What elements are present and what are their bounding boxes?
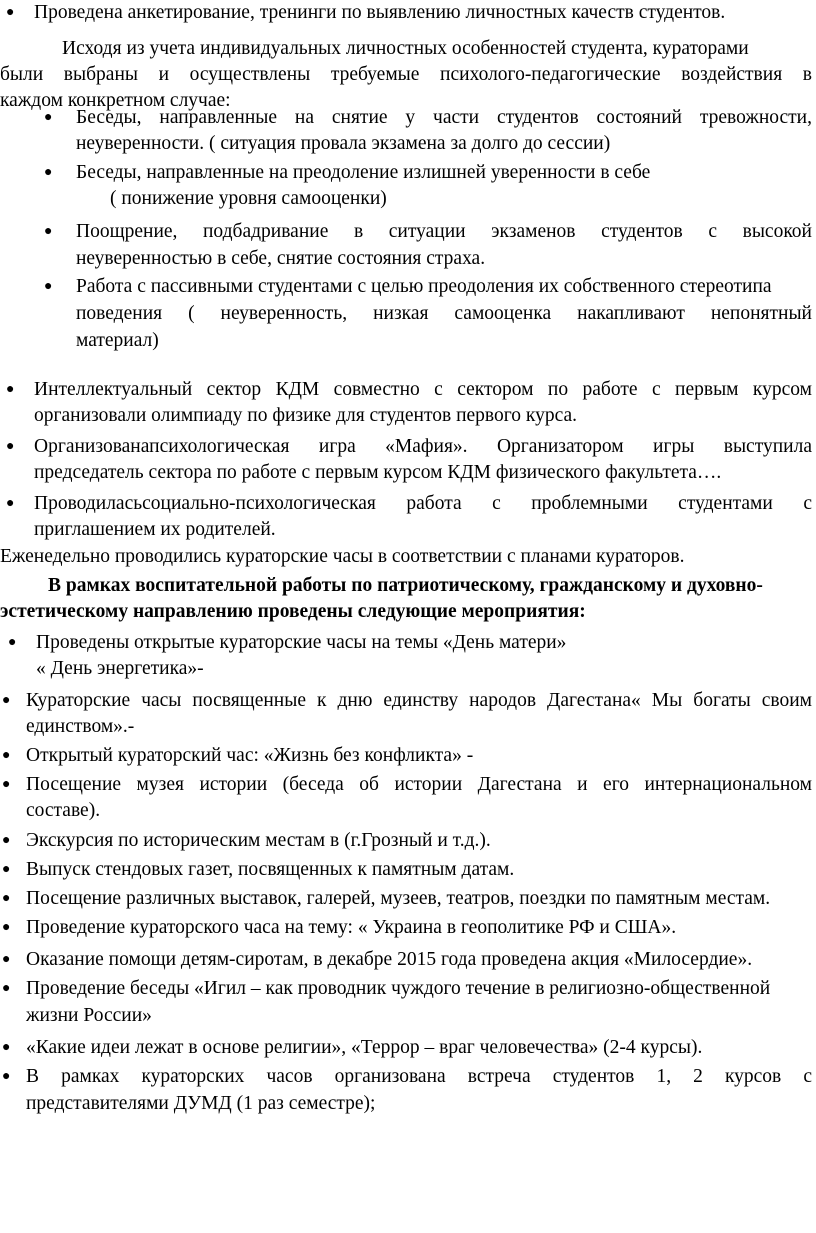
bullet-icon: ● xyxy=(44,224,53,239)
bullet-icon: ● xyxy=(2,891,11,906)
paragraph-line: были выбраны и осуществлены требуемые психолого-педагогические воздействия в xyxy=(0,64,812,85)
list-item-continuation: председатель сектора по работе с первым курсом КДМ физического факультета…. xyxy=(34,462,722,483)
paragraph-line: Исходя из учета индивидуальных личностных особенностей студента, кураторами xyxy=(62,38,749,59)
list-item-continuation: ( понижение уровня самооценки) xyxy=(110,188,387,209)
bullet-icon: ● xyxy=(2,1040,11,1055)
list-item: Проведены открытые кураторские часы на темы «День матери» xyxy=(36,632,567,653)
list-item-continuation: приглашением их родителей. xyxy=(34,519,276,540)
bullet-icon: ● xyxy=(2,981,11,996)
list-item: Беседы, направленные на преодоление излишней уверенности в себе xyxy=(76,162,651,183)
list-item-continuation: жизни России» xyxy=(26,1005,152,1026)
list-item: «Какие идеи лежат в основе религии», «Террор – враг человечества» (2-4 курсы). xyxy=(26,1037,703,1058)
paragraph-line: каждом конкретном случае: xyxy=(0,90,231,111)
list-item: Интеллектуальный сектор КДМ совместно с сектором по работе с первым курсом xyxy=(34,379,812,400)
list-item: Выпуск стендовых газет, посвященных к памятным датам. xyxy=(26,859,515,880)
bullet-icon: ● xyxy=(2,952,11,967)
bullet-icon: ● xyxy=(44,165,53,180)
list-item: Проведение кураторского часа на тему: « Украина в геополитике РФ и США». xyxy=(26,917,677,938)
bullet-survey: Проведена анкетирование, тренинги по выявлению личностных качеств студентов. xyxy=(34,2,726,23)
list-item: Кураторские часы посвященные к дню единству народов Дагестана« Мы богаты своим xyxy=(26,690,812,711)
bullet-icon: ● xyxy=(6,439,15,454)
list-item: Поощрение, подбадривание в ситуации экзаменов студентов с высокой xyxy=(76,221,812,242)
section-heading: эстетическому направлению проведены следующие мероприятия: xyxy=(0,601,586,622)
list-item: Проведение беседы «Игил – как проводник чуждого течение в религиозно-общественной xyxy=(26,978,771,999)
list-item-continuation: организовали олимпиаду по физике для студентов первого курса. xyxy=(34,405,578,426)
bullet-icon: ● xyxy=(44,279,53,294)
list-item-continuation: поведения ( неуверенность, низкая самооценка накапливают непонятный xyxy=(76,303,812,324)
list-item: Оказание помощи детям-сиротам, в декабре 2015 года проведена акция «Милосердие». xyxy=(26,949,753,970)
list-item-continuation: представителями ДУМД (1 раз семестре); xyxy=(26,1093,376,1114)
bullet-icon: ● xyxy=(2,748,11,763)
bullet-icon: ● xyxy=(44,110,53,125)
list-item: Посещение музея истории (беседа об истории Дагестана и его интернациональном xyxy=(26,774,812,795)
section-heading: В рамках воспитательной работы по патриотическому, гражданскому и духовно- xyxy=(48,575,763,596)
list-item-continuation: неуверенностью в себе, снятие состояния страха. xyxy=(76,248,486,269)
paragraph-line: Еженедельно проводились кураторские часы в соответствии с планами кураторов. xyxy=(0,546,685,567)
bullet-icon: ● xyxy=(2,920,11,935)
list-item-continuation: « День энергетика»- xyxy=(36,658,204,679)
list-item: Работа с пассивными студентами с целью преодоления их собственного стереотипа xyxy=(76,276,772,297)
bullet-icon: ● xyxy=(2,833,11,848)
list-item: Организованапсихологическая игра «Мафия». Организатором игры выступила xyxy=(34,436,812,457)
list-item: Проводиласьсоциально-психологическая работа с проблемными студентами с xyxy=(34,493,812,514)
bullet-icon: ● xyxy=(2,693,11,708)
list-item: Открытый кураторский час: «Жизнь без конфликта» - xyxy=(26,745,474,766)
list-item: Посещение различных выставок, галерей, музеев, театров, поездки по памятным местам. xyxy=(26,888,771,909)
bullet-icon: ● xyxy=(8,635,17,650)
bullet-icon: ● xyxy=(2,777,11,792)
list-item-continuation: составе). xyxy=(26,800,101,821)
bullet-icon: ● xyxy=(6,382,15,397)
list-item-continuation: единством».- xyxy=(26,716,135,737)
bullet-icon: ● xyxy=(6,5,15,20)
list-item-continuation: материал) xyxy=(76,330,159,351)
bullet-icon: ● xyxy=(6,496,15,511)
list-item-continuation: неуверенности. ( ситуация провала экзамена за долго до сессии) xyxy=(76,133,611,154)
bullet-icon: ● xyxy=(2,1069,11,1084)
list-item: В рамках кураторских часов организована встреча студентов 1, 2 курсов с xyxy=(26,1066,812,1087)
bullet-icon: ● xyxy=(2,862,11,877)
list-item: Экскурсия по историческим местам в (г.Грозный и т.д.). xyxy=(26,830,491,851)
list-item: Беседы, направленные на снятие у части студентов состояний тревожности, xyxy=(76,107,812,128)
